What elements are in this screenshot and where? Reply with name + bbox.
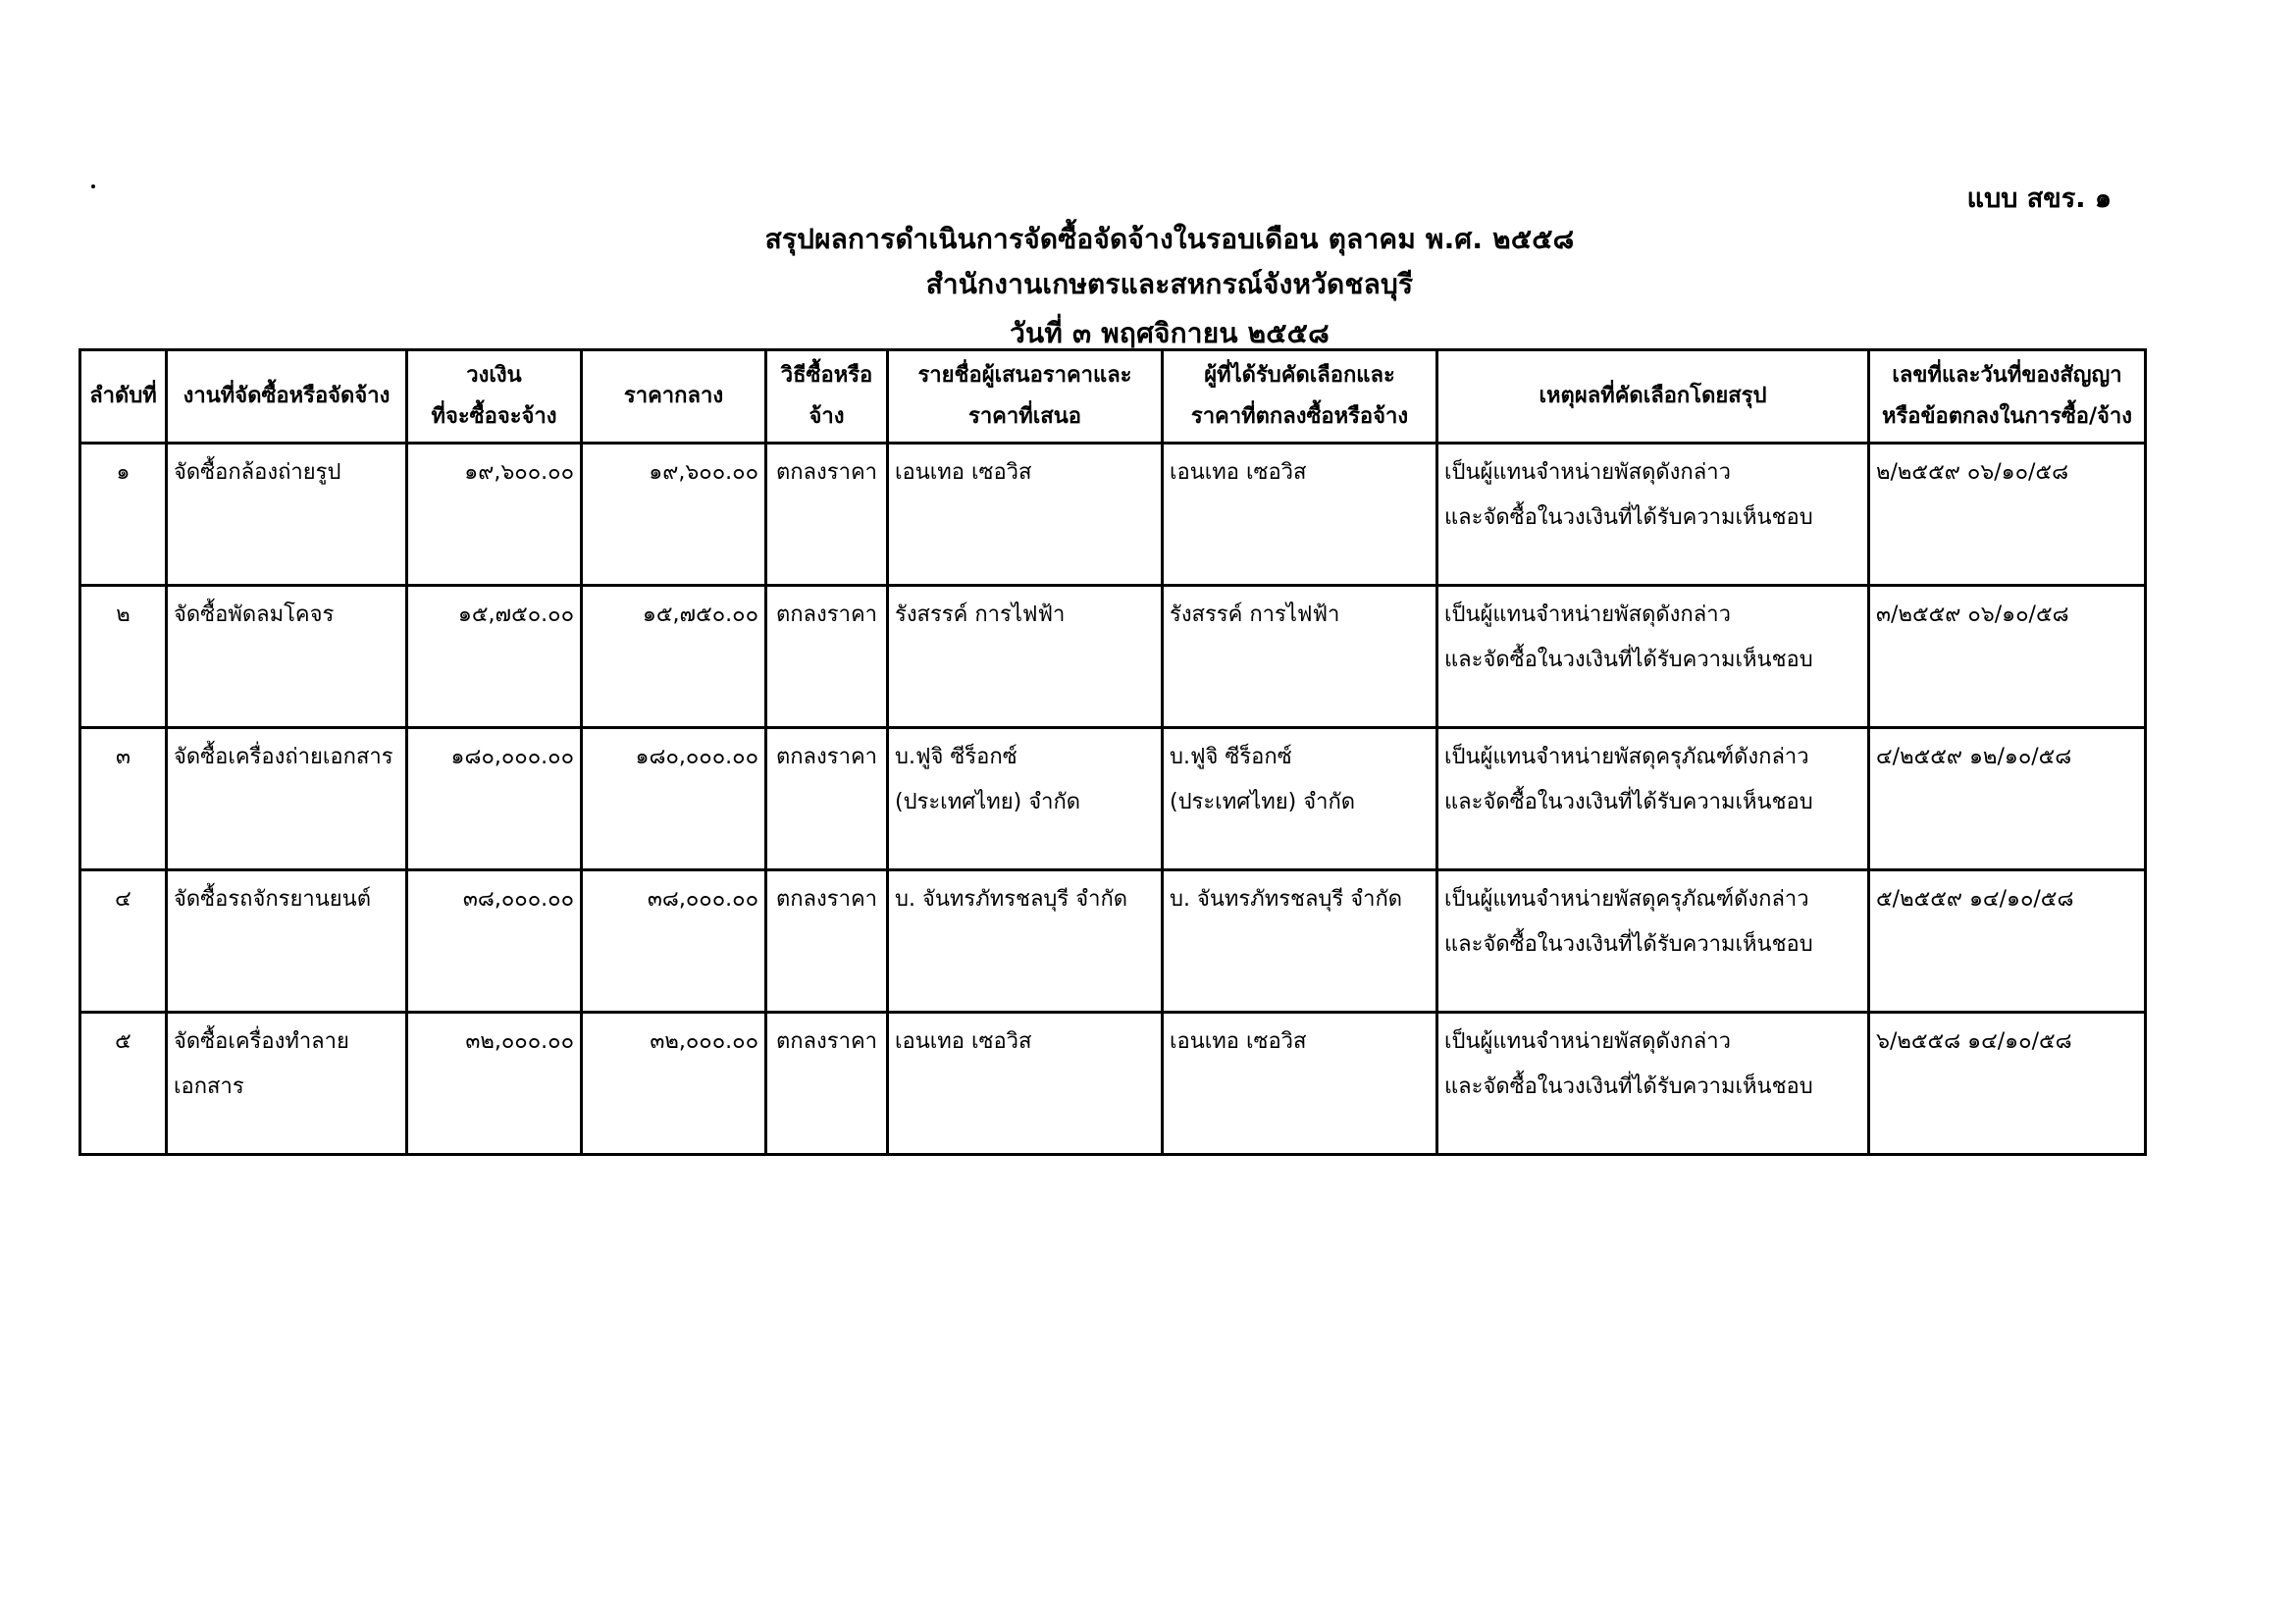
table-row: [80, 444, 2146, 586]
table-row: [80, 728, 2146, 870]
table-header-row: [80, 350, 2146, 444]
procurement-table: [78, 348, 2147, 1156]
row-contract: ๖/๒๕๕๘ ๑๔/๑๐/๕๘: [1869, 1013, 2146, 1155]
row-method: ตกลงราคา: [766, 1013, 888, 1155]
row-method: ตกลงราคา: [766, 728, 888, 870]
row-selected: บ. จันทรภัทรชลบุรี จำกัด: [1163, 870, 1437, 1013]
header-no: ลำดับที่: [80, 350, 167, 444]
row-reason: เป็นผู้แทนจำหน่ายพัสดุครุภัณฑ์ดังกล่าว และจัดซื้อในวงเงินที่ได้รับความเห็นชอบ: [1437, 870, 1869, 1013]
row-reason: เป็นผู้แทนจำหน่ายพัสดุดังกล่าว และจัดซื้อในวงเงินที่ได้รับความเห็นชอบ: [1437, 586, 1869, 728]
form-code: แบบ สขร. ๑: [1966, 183, 2112, 214]
row-bidders: บ. จันทรภัทรชลบุรี จำกัด: [888, 870, 1163, 1013]
row-method: ตกลงราคา: [766, 444, 888, 586]
stray-mark: [91, 184, 95, 188]
row-no: ๔: [80, 870, 167, 1013]
row-no: ๑: [80, 444, 167, 586]
row-budget: ๑๘๐,๐๐๐.๐๐: [407, 728, 582, 870]
table-row: [80, 1013, 2146, 1155]
header-median-price: ราคากลาง: [582, 350, 766, 444]
row-selected: บ.ฟูจิ ซีร็อกซ์ (ประเทศไทย) จำกัด: [1163, 728, 1437, 870]
row-item: จัดซื้อเครื่องทำลาย เอกสาร: [167, 1013, 407, 1155]
row-item: จัดซื้อพัดลมโคจร: [167, 586, 407, 728]
row-bidders: บ.ฟูจิ ซีร็อกซ์ (ประเทศไทย) จำกัด: [888, 728, 1163, 870]
row-budget: ๑๙,๖๐๐.๐๐: [407, 444, 582, 586]
row-contract: ๓/๒๕๕๙ ๐๖/๑๐/๕๘: [1869, 586, 2146, 728]
office-name: สำนักงานเกษตรและสหกรณ์จังหวัดชลบุรี: [925, 268, 1414, 300]
row-no: ๕: [80, 1013, 167, 1155]
header-contract: เลขที่และวันที่ของสัญญา หรือข้อตกลงในการซื้อ/จ้าง: [1869, 350, 2146, 444]
row-median-price: ๓๘,๐๐๐.๐๐: [582, 870, 766, 1013]
row-selected: เอนเทอ เซอวิส: [1163, 1013, 1437, 1155]
header-method: วิธีซื้อหรือ จ้าง: [766, 350, 888, 444]
table-row: [80, 586, 2146, 728]
row-bidders: รังสรรค์ การไฟฟ้า: [888, 586, 1163, 728]
row-bidders: เอนเทอ เซอวิส: [888, 1013, 1163, 1155]
row-median-price: ๓๒,๐๐๐.๐๐: [582, 1013, 766, 1155]
row-reason: เป็นผู้แทนจำหน่ายพัสดุครุภัณฑ์ดังกล่าว และจัดซื้อในวงเงินที่ได้รับความเห็นชอบ: [1437, 728, 1869, 870]
header-selected: ผู้ที่ได้รับคัดเลือกและ ราคาที่ตกลงซื้อหรือจ้าง: [1163, 350, 1437, 444]
row-median-price: ๑๕,๗๕๐.๐๐: [582, 586, 766, 728]
row-no: ๒: [80, 586, 167, 728]
row-budget: ๓๒,๐๐๐.๐๐: [407, 1013, 582, 1155]
header-bidders: รายชื่อผู้เสนอราคาและ ราคาที่เสนอ: [888, 350, 1163, 444]
header-budget: วงเงิน ที่จะซื้อจะจ้าง: [407, 350, 582, 444]
row-no: ๓: [80, 728, 167, 870]
row-item: จัดซื้อเครื่องถ่ายเอกสาร: [167, 728, 407, 870]
header-item: งานที่จัดซื้อหรือจัดจ้าง: [167, 350, 407, 444]
row-method: ตกลงราคา: [766, 870, 888, 1013]
document-title: สรุปผลการดำเนินการจัดซื้อจัดจ้างในรอบเดือน ตุลาคม พ.ศ. ๒๕๕๘: [764, 223, 1575, 255]
row-reason: เป็นผู้แทนจำหน่ายพัสดุดังกล่าว และจัดซื้อในวงเงินที่ได้รับความเห็นชอบ: [1437, 1013, 1869, 1155]
row-selected: รังสรรค์ การไฟฟ้า: [1163, 586, 1437, 728]
row-reason: เป็นผู้แทนจำหน่ายพัสดุดังกล่าว และจัดซื้อในวงเงินที่ได้รับความเห็นชอบ: [1437, 444, 1869, 586]
row-contract: ๔/๒๕๕๙ ๑๒/๑๐/๕๘: [1869, 728, 2146, 870]
row-method: ตกลงราคา: [766, 586, 888, 728]
document-date: วันที่ ๓ พฤศจิกายน ๒๕๕๘: [1010, 317, 1330, 349]
row-item: จัดซื้อรถจักรยานยนต์: [167, 870, 407, 1013]
row-bidders: เอนเทอ เซอวิส: [888, 444, 1163, 586]
row-contract: ๕/๒๕๕๙ ๑๔/๑๐/๕๘: [1869, 870, 2146, 1013]
row-budget: ๑๕,๗๕๐.๐๐: [407, 586, 582, 728]
row-median-price: ๑๙,๖๐๐.๐๐: [582, 444, 766, 586]
row-contract: ๒/๒๕๕๙ ๐๖/๑๐/๕๘: [1869, 444, 2146, 586]
row-selected: เอนเทอ เซอวิส: [1163, 444, 1437, 586]
row-budget: ๓๘,๐๐๐.๐๐: [407, 870, 582, 1013]
row-median-price: ๑๘๐,๐๐๐.๐๐: [582, 728, 766, 870]
header-reason: เหตุผลที่คัดเลือกโดยสรุป: [1437, 350, 1869, 444]
row-item: จัดซื้อกล้องถ่ายรูป: [167, 444, 407, 586]
table-row: [80, 870, 2146, 1013]
